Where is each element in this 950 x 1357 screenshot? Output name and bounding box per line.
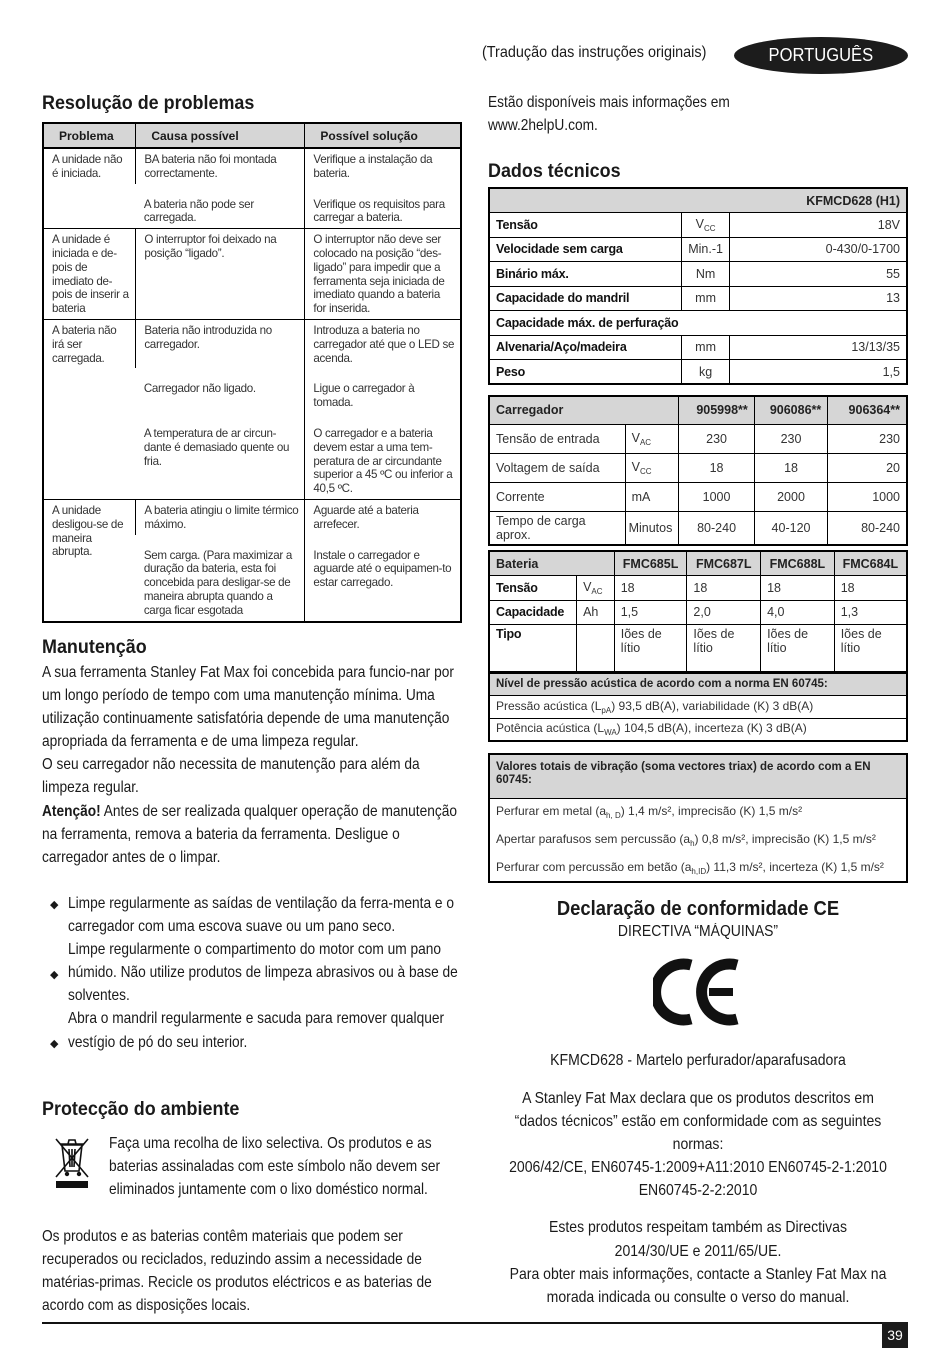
declaration-subtitle: DIRECTIVA “MÁQUINAS” (617, 923, 779, 940)
cause-cell: Sem carga. (Para maximizar a duração da bateria, esta foi concebida para desligar-se de maneira abrupta quando a carga ficar esgotada (143, 548, 292, 617)
maintenance-paragraph: O seu carregador não necessita de manutenção para além da limpeza regular. (42, 756, 420, 797)
vibration-header: Valores totais de vibração (soma vectores triax) de acordo com a EN 60745: (489, 754, 907, 798)
cause-cell: O interruptor foi deixado na posição “ligado”. (136, 229, 305, 320)
battery-table (488, 550, 908, 673)
crossed-bin-icon (52, 1133, 92, 1189)
problem-cell: A unidade é iniciada e de-pois de imediato de-pois de inserir a bateria (43, 229, 136, 320)
charger-table (488, 395, 908, 546)
battery-unit: Ah (577, 600, 615, 625)
maintenance-attention (42, 800, 462, 869)
spec-value: 0-430/0-1700 (729, 237, 907, 262)
cause-cell: Bateria não introduzida no carregador. (136, 319, 305, 368)
vibration-row: Perfurar em metal $(a_{h, D})$ 1,4 m/s², imprecisão (K) 1,5 m/s² (489, 798, 907, 826)
sound-header: Nível de pressão acústica de acordo com a norma EN 60745: (489, 673, 907, 695)
charger-value: 230 (828, 424, 907, 453)
col-problem: Problema (43, 123, 136, 148)
tech-data-table (488, 187, 908, 385)
charger-unit: $V_{AC}$ (625, 424, 679, 453)
battery-label: Capacidade (489, 600, 577, 625)
battery-value: Iões de lítio (687, 625, 761, 672)
translation-note: (Tradução das instruções originais) (482, 44, 707, 61)
cause-cell: Carregador não ligado. (143, 382, 256, 396)
vibration-row: Apertar parafusos sem percussão $(a_h)$ 0,8 m/s², imprecisão (K) 1,5 m/s² (489, 826, 907, 854)
cause-cell: A bateria não pode ser carregada. (136, 184, 305, 229)
language-badge (734, 37, 908, 74)
solution-cell: Verifique os requisitos para carregar a bateria. (305, 184, 461, 229)
battery-value: Iões de lítio (614, 625, 687, 672)
declaration-title: Declaração de conformidade CE (556, 898, 840, 920)
charger-value: 18 (679, 453, 754, 482)
spec-unit: kg (682, 360, 730, 385)
spec-label: Tensão (489, 213, 682, 238)
battery-value: 18 (687, 576, 761, 601)
charger-unit: Minutos (625, 511, 679, 545)
charger-value: 1000 (828, 482, 907, 511)
battery-value: 18 (761, 576, 835, 601)
charger-label: Corrente (489, 482, 625, 511)
vibration-row: Perfurar com percussão em betão $(a_{h,ID})$ 11,3 m/s², incerteza (K) 1,5 m/s² (489, 854, 907, 882)
bullet-diamond-icon: ◆ (50, 969, 59, 981)
battery-model: FMC684L (834, 551, 907, 576)
spec-label: Capacidade máx. de perfuração (489, 311, 907, 336)
tech-data-title: Dados técnicos (488, 160, 621, 182)
spec-unit: Nm (682, 262, 730, 287)
battery-header: Bateria (489, 551, 614, 576)
language-badge-label: PORTUGUÊS (768, 45, 874, 65)
charger-value: 40-120 (754, 511, 828, 545)
maintenance-bullet: Limpe regularmente as saídas de ventilação da ferra-menta e o carregador com uma escova suave ou um pano seco. (68, 895, 454, 936)
battery-model: FMC685L (614, 551, 687, 576)
ce-mark-icon (653, 957, 743, 1027)
maintenance-title: Manutenção (42, 636, 147, 658)
spec-label: Peso (489, 360, 682, 385)
charger-value: 80-240 (828, 511, 907, 545)
charger-value: 80-240 (679, 511, 754, 545)
charger-unit: $V_{CC}$ (625, 453, 679, 482)
solution-cell: Introduza a bateria no carregador até que o LED se acenda. (305, 319, 461, 368)
charger-model: 905998** (679, 396, 754, 424)
bullet-diamond-icon: ◆ (50, 1038, 59, 1050)
attention-label: Atenção! (42, 802, 101, 820)
charger-model: 906086** (754, 396, 828, 424)
charger-unit: mA (625, 482, 679, 511)
charger-value: 230 (754, 424, 828, 453)
col-cause: Causa possível (136, 123, 305, 148)
spec-unit: mm (682, 286, 730, 311)
battery-value: 1,5 (614, 600, 687, 625)
battery-model: FMC687L (687, 551, 761, 576)
spec-value: 13/13/35 (729, 335, 907, 360)
spec-unit: mm (682, 335, 730, 360)
maintenance-bullet: Abra o mandril regularmente e sacuda para remover qualquer vestígio de pó do seu interior. (68, 1010, 445, 1051)
problem-cell: A unidade não é iniciada. (43, 148, 136, 229)
battery-value: 18 (834, 576, 907, 601)
declaration-paragraph: Estes produtos respeitam também as Directivas 2014/30/UE e 2011/65/UE. (549, 1219, 847, 1260)
declaration-paragraph: A Stanley Fat Max declara que os produtos descritos em “dados técnicos” estão em conformidade com as seguintes normas: (514, 1090, 882, 1154)
battery-unit: $V_{AC}$ (577, 576, 615, 601)
problem-cell: A unidade desligou-se de maneira abrupta. (52, 503, 124, 559)
solution-cell: Ligue o carregador à tomada. (305, 368, 461, 413)
battery-value: Iões de lítio (834, 625, 907, 672)
declaration-standards: 2006/42/CE, EN60745-1:2009+A11:2010 EN60745-2-1:2010 EN60745-2-2:2010 (509, 1159, 887, 1200)
footer-rule (42, 1322, 908, 1324)
charger-label: Tensão de entrada (489, 424, 625, 453)
environment-paragraph: Faça uma recolha de lixo selectiva. Os produtos e as baterias assinaladas com este símbolo não devem ser eliminados juntamente com o lixo doméstico normal. (109, 1135, 441, 1199)
model-header: KFMCD628 (H1) (489, 188, 907, 213)
spec-unit: $V_{CC}$ (682, 213, 730, 238)
battery-label: Tensão (489, 576, 577, 601)
charger-label: Tempo de carga aprox. (489, 511, 625, 545)
spec-value: 1,5 (729, 360, 907, 385)
charger-value: 20 (828, 453, 907, 482)
col-solution: Possível solução (305, 123, 461, 148)
battery-value: 2,0 (687, 600, 761, 625)
bullet-diamond-icon: ◆ (50, 899, 59, 911)
battery-value: 4,0 (761, 600, 835, 625)
environment-title: Protecção do ambiente (42, 1098, 240, 1120)
charger-header: Carregador (489, 396, 679, 424)
declaration-paragraph: Para obter mais informações, contacte a Stanley Fat Max na morada indicada ou consulte o verso do manual. (509, 1265, 887, 1306)
spec-label: Binário máx. (489, 262, 682, 287)
solution-cell: Aguarde até a bateria arrefecer. (305, 499, 461, 534)
cause-cell: A temperatura de ar circun-dante é demasiado quente ou fria. (136, 413, 305, 499)
battery-unit (577, 625, 615, 672)
battery-value: Iões de lítio (761, 625, 835, 672)
sound-power: Potência acústica $(L_{WA})$ 104,5 dB(A), incerteza (K) 3 dB(A) (489, 718, 907, 741)
spec-unit: Min.-1 (682, 237, 730, 262)
troubleshooting-table (42, 122, 462, 623)
solution-cell: Instale o carregador e aguarde até o equipamen-to estar carregado. (305, 535, 461, 622)
battery-value: 1,3 (834, 600, 907, 625)
attention-text: Antes de ser realizada qualquer operação de manutenção na ferramenta, remova a bateria da ferramenta. Desligue o carregador antes de o limpar. (42, 802, 457, 866)
cause-cell: BA bateria não foi montada correctamente. (136, 148, 305, 184)
solution-cell: O interruptor não deve ser colocado na posição “des-ligado” para impedir que a ferramenta seja iniciada de imediato quando a bateria for inserida. (305, 229, 461, 320)
battery-label: Tipo (489, 625, 577, 672)
maintenance-bullet: Limpe regularmente o compartimento do motor com um pano húmido. Não utilize produtos de limpeza abrasivos ou à base de solventes. (68, 941, 458, 1005)
spec-label: Alvenaria/Aço/madeira (489, 335, 682, 360)
troubleshooting-title: Resolução de problemas (42, 92, 255, 114)
cause-cell: A bateria atingiu o limite térmico máximo. (136, 499, 305, 534)
spec-label: Velocidade sem carga (489, 237, 682, 262)
solution-cell: O carregador e a bateria devem estar a uma tem-peratura de ar circundante superior a 45 ºC ou inferior a 40,5 ºC. (305, 413, 461, 499)
info-text: Estão disponíveis mais informações em www.2helpU.com. (488, 94, 730, 135)
battery-value: 18 (614, 576, 687, 601)
spec-value: 13 (729, 286, 907, 311)
charger-model: 906364** (828, 396, 907, 424)
spec-value: 18V (729, 213, 907, 238)
spec-label: Capacidade do mandril (489, 286, 682, 311)
sound-table (488, 672, 908, 742)
declaration-product: KFMCD628 - Martelo perfurador/aparafusadora (550, 1052, 846, 1069)
spec-value: 55 (729, 262, 907, 287)
charger-value: 230 (679, 424, 754, 453)
solution-cell: Verifique a instalação da bateria. (305, 148, 461, 184)
charger-value: 2000 (754, 482, 828, 511)
charger-label: Voltagem de saída (489, 453, 625, 482)
maintenance-paragraph: A sua ferramenta Stanley Fat Max foi concebida para funcio-nar por um longo período de tempo com uma manutenção mínima. Uma utilização continuamente satisfatória depende de uma manutenção apropriada da ferramenta e de uma limpeza regular. (42, 664, 454, 751)
environment-paragraph: Os produtos e as baterias contêm materiais que podem ser recuperados ou reciclados, reduzindo assim a necessidade de matérias-primas. Recicle os produtos eléctricos e as baterias de acordo com as disposições locais. (42, 1228, 432, 1315)
charger-value: 18 (754, 453, 828, 482)
problem-cell: A bateria não irá ser carregada. (43, 319, 136, 499)
battery-model: FMC688L (761, 551, 835, 576)
page-number: 39 (882, 1322, 908, 1348)
charger-value: 1000 (679, 482, 754, 511)
sound-pressure: Pressão acústica $(L_{pA})$ 93,5 dB(A), variabilidade (K) 3 dB(A) (489, 695, 907, 718)
vibration-table (488, 753, 908, 883)
